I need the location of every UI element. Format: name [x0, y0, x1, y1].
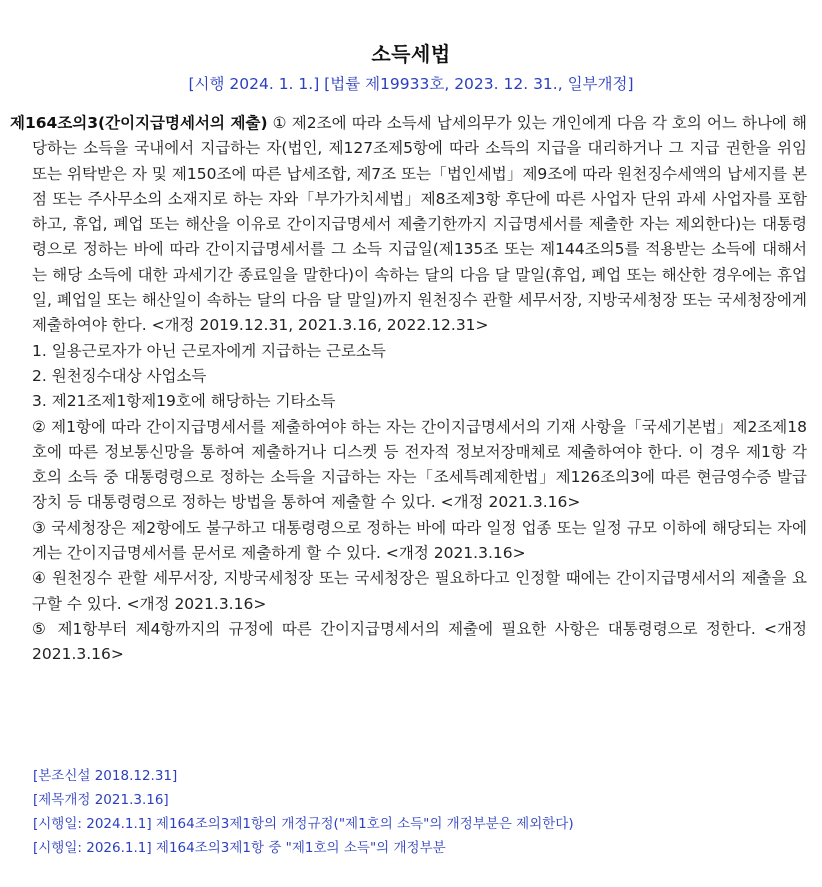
paragraph-5-amendment: <개정 2021.3.16>	[32, 619, 807, 664]
paragraph-1-amendment: <개정 2019.12.31, 2021.3.16, 2022.12.31>	[146, 316, 489, 335]
article-body	[10, 111, 807, 668]
paragraph-2	[10, 415, 807, 516]
item-2: 2. 원천징수대상 사업소득	[32, 366, 207, 385]
paragraph-5-text: ⑤ 제1항부터 제4항까지의 규정에 따른 간이지급명세서의 제출에 필요한 사항은 대통령령으로 정한다.	[32, 619, 756, 638]
note-link-new-article[interactable]: [본조신설 2018.12.31]	[33, 768, 178, 784]
paragraph-2-text: ② 제1항에 따라 간이지급명세서를 제출하여야 하는 자는 간이지급명세서의 기재 사항을「국세기본법」제2조제18호에 따른 정보통신망을 통하여 제출하거나 디스켓 등 전자적 정보저장매체로 제출하여야 한다. 이 경우 제1항 각 호의 소득 중 대통령령으로 정하는 소득을 지급하는 자는「조세특례제한법」제126조의3에 따른 현금영수증 발급장치 등 대통령령으로 정하는 방법을 통하여 제출할 수 있다.	[32, 417, 807, 512]
paragraph-4-text: ④ 원천징수 관할 세무서장, 지방국세청장 또는 국세청장은 필요하다고 인정할 때에는 간이지급명세서의 제출을 요구할 수 있다.	[32, 569, 807, 613]
article-notes	[33, 764, 574, 860]
paragraph-3-text: ③ 국세청장은 제2항에도 불구하고 대통령령으로 정하는 바에 따라 일정 업종 또는 일정 규모 이하에 해당되는 자에게는 간이지급명세서를 문서로 제출하게 할 수 있다.	[32, 518, 807, 563]
paragraph-1	[10, 111, 807, 339]
note-link-effective-2026[interactable]: [시행일: 2026.1.1] 제164조의3제1항 중 "제1호의 소득"의 개정부분	[33, 840, 446, 856]
paragraph-5	[10, 617, 807, 668]
note-link-effective-2024[interactable]: [시행일: 2024.1.1] 제164조의3제1항의 개정규정("제1호의 소득"의 개정부분은 제외한다)	[33, 816, 574, 832]
paragraph-3	[10, 516, 807, 567]
item-3: 3. 제21조제1항제19호에 해당하는 기타소득	[32, 392, 336, 411]
item-1: 1. 일용근로자가 아닌 근로자에게 지급하는 근로소득	[32, 341, 386, 360]
law-title: 소득세법	[371, 42, 451, 66]
paragraph-3-amendment: <개정 2021.3.16>	[380, 544, 526, 563]
paragraph-4-amendment: <개정 2021.3.16>	[121, 594, 267, 613]
note-link-title-amended[interactable]: [제목개정 2021.3.16]	[33, 792, 169, 808]
article-heading: 제164조의3(간이지급명세서의 제출)	[10, 114, 268, 132]
paragraph-2-amendment: <개정 2021.3.16>	[435, 493, 581, 512]
paragraph-4	[10, 566, 807, 617]
paragraph-1-text: ① 제2조에 따라 소득세 납세의무가 있는 개인에게 다음 각 호의 어느 하나에 해당하는 소득을 국내에서 지급하는 자(법인, 제127조제5항에 따라 소득의 지급을 대리하거나 그 지급 권한을 위임 또는 위탁받은 자 및 제150조에 따른 납세조합, 제7조 또는「법인세법」제9조에 따라 원천징수세액의 납세지를 본점 또는 주사무소의 소재지로 하는 자와「부가가치세법」제8조제3항 후단에 따른 사업자 단위 과세 사업자를 포함하고, 휴업, 폐업 또는 해산을 이유로 간이지급명세서 제출기한까지 지급명세서를 제출한 자는 제외한다)는 대통령령으로 정하는 바에 따라 간이지급명세서를 그 소득 지급일(제135조 또는 제144조의5를 적용받는 소득에 대해서는 해당 소득에 대한 과세기간 종료일을 말한다)이 속하는 달의 다음 달 말일(휴업, 폐업 또는 해산한 경우에는 휴업일, 폐업일 또는 해산일이 속하는 달의 다음 달 말일)까지 원천징수 관할 세무서장, 지방국세청장 또는 국세청장에게 제출하여야 한다.	[32, 114, 807, 335]
law-enforcement-info: [시행 2024. 1. 1.] [법률 제19933호, 2023. 12. 31., 일부개정]	[188, 75, 634, 93]
